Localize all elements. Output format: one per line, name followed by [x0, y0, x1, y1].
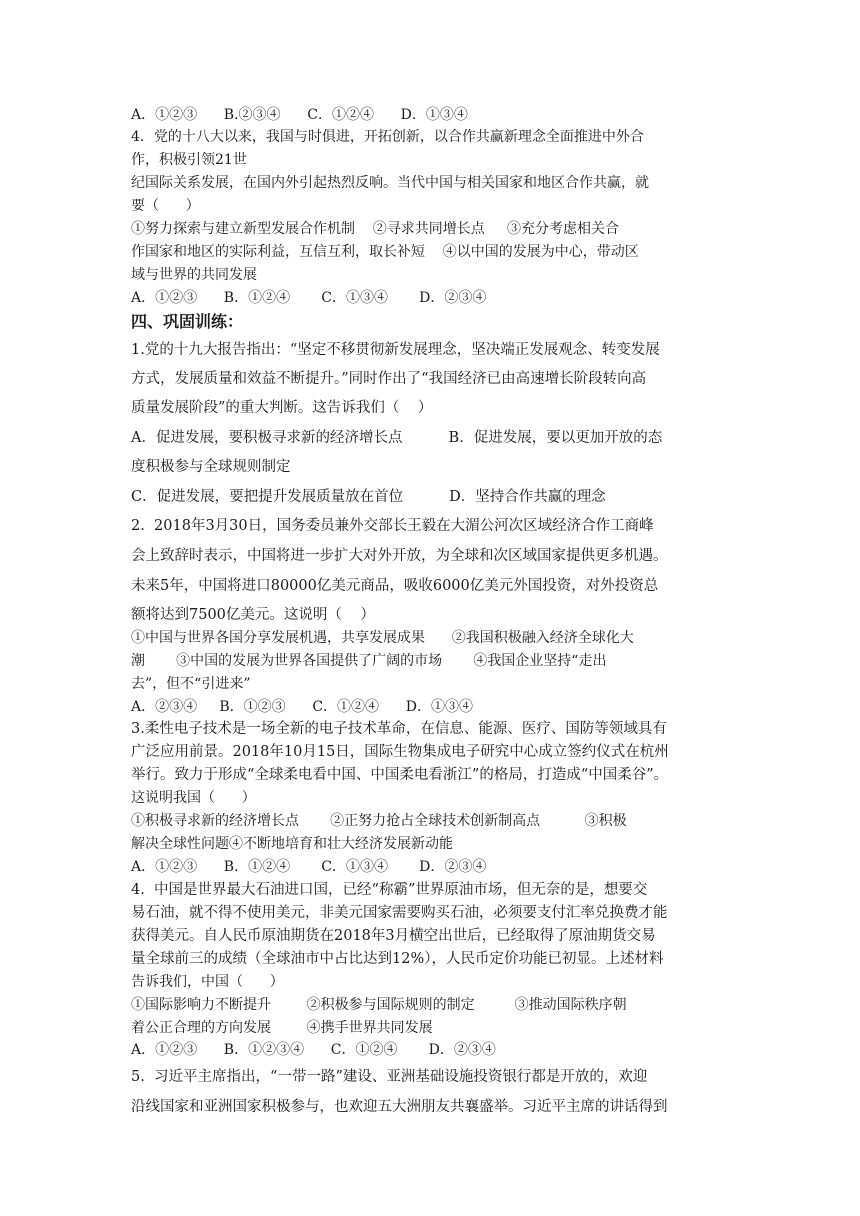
q4-stem-line-1: 4．党的十八大以来，我国与时俱进，开拓创新，以合作共赢新理念全面推进中外合	[131, 129, 644, 145]
q4-stem-line-4: 要（ ）	[131, 198, 200, 214]
p4-options: A．①②③ B．①②③④ C．①②④ D．②③④	[131, 1042, 496, 1058]
p4-line-4: 量全球前三的成绩（全球油市中占比达到12%），人民币定价功能已初显。上述材料	[131, 951, 664, 967]
p4-line-2: 易石油，就不得不使用美元，非美元国家需要购买石油，必须要支付汇率兑换费才能	[131, 905, 668, 921]
q3-options: A．①②③ B.②③④ C．①②④ D．①③④	[131, 107, 468, 123]
p1-option-b-cont: 度积极参与全球规则制定	[131, 459, 291, 475]
p3-options: A．①②③ B．①②④ C．①③④ D．②③④	[131, 859, 487, 875]
q4-choices-line-2: 作国家和地区的实际利益，互信互利，取长补短 ④以中国的发展为中心，带动区	[131, 244, 639, 260]
p2-choices-line-3: 去”，但不“引进来”	[131, 676, 251, 692]
p3-choices-line-2: 解决全球性问题④不断地培育和壮大经济发展新动能	[131, 836, 453, 852]
q4-choices-line-3: 域与世界的共同发展	[131, 267, 257, 283]
q4-stem-line-3: 纪国际关系发展，在国内外引起热烈反响。当代中国与相关国家和地区合作共赢，就	[131, 175, 649, 191]
p2-line-4: 额将达到7500亿美元。这说明（ ）	[131, 607, 375, 623]
p1-option-ab: A．促进发展，要积极寻求新的经济增长点 B．促进发展，要以更加开放的态	[131, 430, 663, 446]
p2-line-2: 会上致辞时表示，中国将进一步扩大对外开放，为全球和次区域国家提供更多机遇。	[131, 548, 668, 564]
q4-options: A．①②③ B．①②④ C．①③④ D．②③④	[131, 290, 487, 306]
p1-line-1: 1.党的十九大报告指出：“坚定不移贯彻新发展理念，坚决端正发展观念、转变发展	[131, 342, 660, 358]
q4-choices-line-1: ①努力探索与建立新型发展合作机制 ②寻求共同增长点 ③充分考虑相关合	[131, 221, 620, 237]
section-heading: 四、巩固训练：	[131, 312, 244, 331]
p2-options: A．②③④ B．①②③ C．①②④ D．①③④	[131, 699, 473, 715]
q4-stem-line-2: 作，积极引领21世	[131, 152, 247, 168]
p1-option-cd: C．促进发展，要把提升发展质量放在首位 D．坚持合作共赢的理念	[131, 489, 606, 505]
p2-line-1: 2. 2018年3月30日，国务委员兼外交部长王毅在大湄公河次区域经济合作工商峰	[131, 518, 654, 534]
p2-line-3: 未来5年，中国将进口80000亿美元商品，吸收6000亿美元外国投资，对外投资总	[131, 578, 659, 594]
p4-choices-line-1: ①国际影响力不断提升 ②积极参与国际规则的制定 ③推动国际秩序朝	[131, 997, 627, 1013]
p3-line-4: 这说明我国（ ）	[131, 790, 256, 806]
p3-line-3: 举行。致力于形成“全球柔电看中国、中国柔电看浙江”的格局，打造成“中国柔谷”。	[131, 767, 669, 783]
p4-choices-line-2: 着公正合理的方向发展 ④携手世界共同发展	[131, 1020, 433, 1036]
p1-line-3: 质量发展阶段”的重大判断。这告诉我们（ ）	[131, 400, 433, 416]
p2-choices-line-1: ①中国与世界各国分享发展机遇，共享发展成果 ②我国积极融入经济全球化大	[131, 630, 634, 646]
p3-choices-line-1: ①积极寻求新的经济增长点 ②正努力抢占全球技术创新制高点 ③积极	[131, 813, 627, 829]
p4-line-3: 获得美元。自人民币原油期货在2018年3月横空出世后，已经取得了原油期货交易	[131, 928, 656, 944]
p4-line-1: 4. 中国是世界最大石油进口国，已经“称霸”世界原油市场，但无奈的是，想要交	[131, 882, 648, 898]
p5-line-1: 5. 习近平主席指出，“一带一路”建设、亚洲基础设施投资银行都是开放的，欢迎	[131, 1069, 648, 1085]
p1-line-2: 方式，发展质量和效益不断提升。”同时作出了“我国经济已由高速增长阶段转向高	[131, 371, 647, 387]
p2-choices-line-2: 潮 ③中国的发展为世界各国提供了广阔的市场 ④我国企业坚持“走出	[131, 653, 607, 669]
p5-line-2: 沿线国家和亚洲国家积极参与，也欢迎五大洲朋友共襄盛举。习近平主席的讲话得到	[131, 1099, 668, 1115]
p3-line-1: 3.柔性电子技术是一场全新的电子技术革命，在信息、能源、医疗、国防等领域具有	[131, 721, 667, 737]
p4-line-5: 告诉我们，中国（ ）	[131, 974, 284, 990]
p3-line-2: 广泛应用前景。2018年10月15日，国际生物集成电子研究中心成立签约仪式在杭州	[131, 744, 669, 760]
